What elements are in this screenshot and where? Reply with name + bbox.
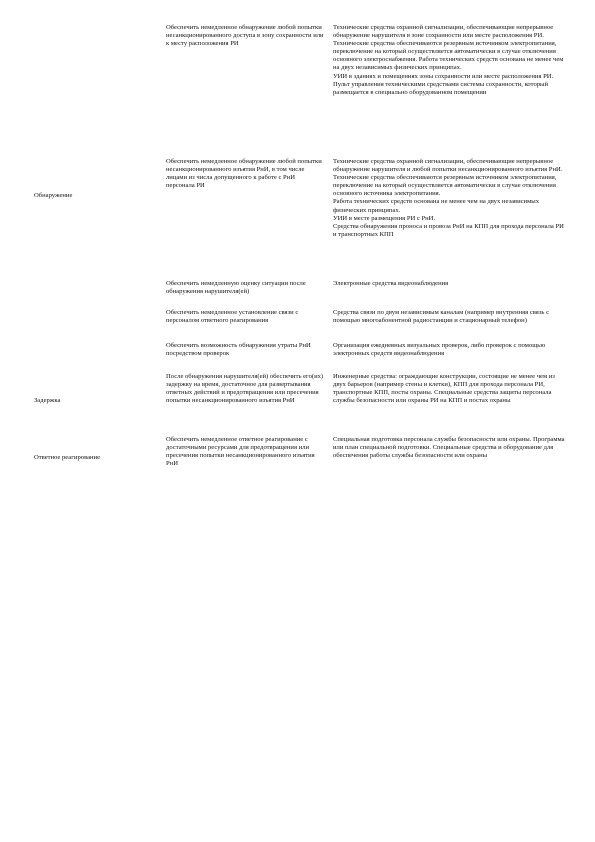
stage-delay-label: Задержка [34, 397, 61, 404]
row-7-goal: Обеспечить немедленное ответное реагирование с достаточными ресурсами для предотвращения или пресечения попытки несанкционированного изъятия РнИ [166, 436, 315, 468]
stage-response-label: Ответное реагирование [34, 454, 101, 461]
row-2-means: Технические средства охранной сигнализации, обеспечивающие непрерывное обнаружение нарушителя и любой попытки несанкционированного изъятия РнИ. Технические средства обеспечиваются резервным источником электропитания, переключение на который осуществляется автоматически в случае отключения основного источника электропитания. Работа технических средств основана не менее чем на двух независимых физических принципах. УИИ в месте размещения РИ с РнИ. Средства обнаружения проноса и провоза РнИ на КПП для прохода персонала РИ и транспортных КПП [333, 158, 564, 238]
row-2-goal: Обеспечить немедленное обнаружение любой попытки несанкционированного изъятия РнИ, в том числе лицами из числа допущенного к работе с РнИ персонала РИ [166, 158, 322, 190]
row-5-goal: Обеспечить возможность обнаружения утраты РнИ посредством проверок [166, 342, 311, 358]
row-4-means: Средства связи по двум независимым каналам (например внутренняя связь с помощью многоабонентной радиостанции и стационарный телефон) [333, 309, 550, 325]
row-3-means: Электронные средства видеонаблюдения [333, 280, 449, 287]
row-6-goal: После обнаружения нарушителя(ей) обеспечить его(их) задержку на время, достаточное для развертывания ответных действий и предотвращения или пресечения попытки несанкционированного изъятия РнИ [166, 373, 324, 405]
row-5-means: Организация ежедневных визуальных проверок, либо проверок с помощью электронных средств видеонаблюдения [333, 342, 546, 358]
row-7-means: Специальная подготовка персонала службы безопасности или охраны. Программа или план специальной подготовки. Специальные средства и оборудование для обеспечения работы службы безопасности или охраны [333, 436, 565, 460]
row-1-goal: Обеспечить немедленное обнаружение любой попытки несанкционированного доступа в зону сохранности или к месту расположения РИ [166, 24, 324, 48]
row-4-goal: Обеспечить немедленное установление связи с персоналом ответного реагирования [166, 309, 299, 325]
row-3-goal: Обеспечить немедленную оценку ситуации после обнаружения нарушителя(ей) [166, 280, 306, 296]
row-1-means: Технические средства охранной сигнализации, обеспечивающие непрерывное обнаружение нарушителя в зоне сохранности или месте расположения РИ. Технические средства обеспечиваются резервным источником электропитания, переключение на который осуществляется автоматически в случае отключения основного электроснабжения. Работа технических средств основана не менее чем на двух независимых физических принципах. УИИ в зданиях и помещениях зоны сохранности или месте расположения РИ. Пульт управления техническими средствами системы сохранности, который размещается в специально оборудованном помещении [333, 24, 564, 96]
stage-detection-label: Обнаружение [34, 192, 73, 199]
row-6-means: Инженерные средства: ограждающие конструкции, состоящие не менее чем из двух барьеров (например стены и клетки), КПП для прохода персонала РИ, транспортные КПП, посты охраны. Специальные средства защиты персонала службы безопасности или охраны РИ на КПП и постах охраны [333, 373, 555, 405]
